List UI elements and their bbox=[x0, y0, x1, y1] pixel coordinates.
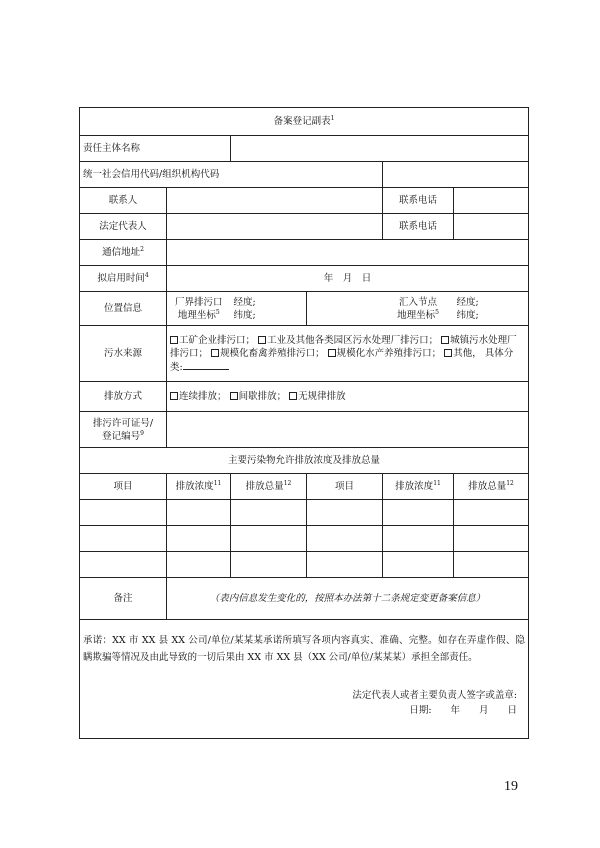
checkbox-icon bbox=[289, 392, 297, 400]
outlet-spacer bbox=[307, 292, 383, 326]
contact-phone-label: 联系电话 bbox=[383, 188, 454, 214]
responsible-entity-label: 责任主体名称 bbox=[80, 136, 231, 162]
form-title: 备案登记副表$^1$ bbox=[80, 108, 529, 136]
table-cell[interactable] bbox=[454, 500, 529, 526]
col-item: 项目 bbox=[80, 474, 167, 500]
table-cell[interactable] bbox=[307, 500, 383, 526]
start-date-label: 拟启用时间$^4$ bbox=[80, 266, 167, 292]
pollutant-section-title: 主要污染物允许排放浓度及排放总量 bbox=[80, 448, 529, 474]
table-cell[interactable] bbox=[167, 500, 231, 526]
node-coord-label: 汇入节点 地理坐标$^5$ bbox=[383, 292, 454, 326]
discharge-option[interactable]: 连续排放； bbox=[170, 391, 227, 402]
table-cell[interactable] bbox=[167, 526, 231, 552]
sewage-option[interactable]: 城镇污水处理厂排污口； bbox=[170, 334, 517, 359]
credit-code-label: 统一社会信用代码/组织机构代码 bbox=[80, 162, 383, 188]
checkbox-icon bbox=[258, 336, 266, 344]
checkbox-icon bbox=[211, 349, 219, 357]
table-cell[interactable] bbox=[80, 552, 167, 578]
checkbox-icon bbox=[441, 336, 449, 344]
table-cell[interactable] bbox=[231, 500, 307, 526]
outlet-coord-label: 厂界排污口 地理坐标$^5$ bbox=[167, 292, 231, 326]
credit-code-field[interactable] bbox=[383, 162, 529, 188]
sewage-option[interactable]: 其他， bbox=[444, 348, 482, 359]
contact-phone-field[interactable] bbox=[454, 188, 529, 214]
discharge-option[interactable]: 无规律排放 bbox=[289, 391, 346, 402]
table-cell[interactable] bbox=[231, 526, 307, 552]
checkbox-icon bbox=[230, 392, 238, 400]
sewage-source-label: 污水来源 bbox=[80, 326, 167, 382]
table-cell[interactable] bbox=[80, 526, 167, 552]
contact-person-label: 联系人 bbox=[80, 188, 167, 214]
address-label: 通信地址$^2$ bbox=[80, 240, 167, 266]
permit-field[interactable] bbox=[167, 412, 529, 448]
contact-person-field[interactable] bbox=[167, 188, 383, 214]
table-cell[interactable] bbox=[383, 552, 454, 578]
table-row bbox=[80, 500, 529, 526]
col-total: 排放总量$^{12}$ bbox=[454, 474, 529, 500]
checkbox-icon bbox=[328, 349, 336, 357]
legal-phone-field[interactable] bbox=[454, 214, 529, 240]
table-cell[interactable] bbox=[383, 526, 454, 552]
table-cell[interactable] bbox=[167, 552, 231, 578]
registration-form bbox=[79, 107, 529, 739]
sewage-option[interactable]: 规模化水产养殖排污口； bbox=[328, 348, 442, 359]
remarks-label: 备注 bbox=[80, 578, 167, 620]
discharge-mode-label: 排放方式 bbox=[80, 382, 167, 412]
checkbox-icon bbox=[170, 336, 178, 344]
checkbox-icon bbox=[444, 349, 452, 357]
signature-line: 法定代表人或者主要负责人签字或盖章: bbox=[352, 690, 518, 701]
discharge-option[interactable]: 间歇排放； bbox=[230, 391, 287, 402]
table-cell[interactable] bbox=[454, 552, 529, 578]
permit-label: 排污许可证号/ 登记编号$^9$ bbox=[80, 412, 167, 448]
sewage-source-options: 工矿企业排污口； 工业及其他各类园区污水处理厂排污口； 城镇污水处理厂排污口； 规模化畜禽养殖排污口； 规模化水产养殖排污口； 其他， 具体分类: bbox=[167, 326, 529, 382]
col-item: 项目 bbox=[307, 474, 383, 500]
address-field[interactable] bbox=[167, 240, 529, 266]
table-cell[interactable] bbox=[307, 552, 383, 578]
table-row bbox=[80, 526, 529, 552]
sewage-option[interactable]: 规模化畜禽养殖排污口； bbox=[211, 348, 325, 359]
col-concentration: 排放浓度$^{11}$ bbox=[383, 474, 454, 500]
legal-phone-label: 联系电话 bbox=[383, 214, 454, 240]
table-cell[interactable] bbox=[454, 526, 529, 552]
discharge-mode-options bbox=[167, 382, 529, 412]
node-coord-field[interactable]: 经度; 纬度; bbox=[454, 292, 529, 326]
col-total: 排放总量$^{12}$ bbox=[231, 474, 307, 500]
table-cell[interactable] bbox=[383, 500, 454, 526]
legal-rep-label: 法定代表人 bbox=[80, 214, 167, 240]
legal-rep-field[interactable] bbox=[167, 214, 383, 240]
location-label: 位置信息 bbox=[80, 292, 167, 326]
table-row bbox=[80, 552, 529, 578]
table-cell[interactable] bbox=[307, 526, 383, 552]
table-cell[interactable] bbox=[231, 552, 307, 578]
start-date-field[interactable]: 年 月 日 bbox=[167, 266, 529, 292]
sewage-option[interactable]: 工业及其他各类园区污水处理厂排污口； bbox=[258, 335, 438, 346]
outlet-coord-field[interactable]: 经度; 纬度; bbox=[231, 292, 307, 326]
checkbox-icon bbox=[170, 392, 178, 400]
promise-text: 承诺：XX 市 XX 县 XX 公司/单位/某某某承诺所填写各项内容真实、准确、完整。如存在弄虚作假、隐瞒欺骗等情况及由此导致的一切后果由 XX 市 XX 县（XX 公司/单位/某某某）承担全部责任。 bbox=[83, 635, 526, 663]
col-concentration: 排放浓度$^{11}$ bbox=[167, 474, 231, 500]
responsible-entity-field[interactable] bbox=[231, 136, 529, 162]
sewage-option[interactable]: 工矿企业排污口； bbox=[170, 335, 255, 346]
promise-block bbox=[80, 620, 529, 739]
table-cell[interactable] bbox=[80, 500, 167, 526]
date-line: 日期: 年 月 日 bbox=[409, 705, 518, 716]
remarks-field[interactable]: （表内信息发生变化的，按照本办法第十二条规定变更备案信息） bbox=[167, 578, 529, 620]
sewage-other-input[interactable] bbox=[183, 360, 229, 370]
page-number: 19 bbox=[504, 779, 518, 794]
